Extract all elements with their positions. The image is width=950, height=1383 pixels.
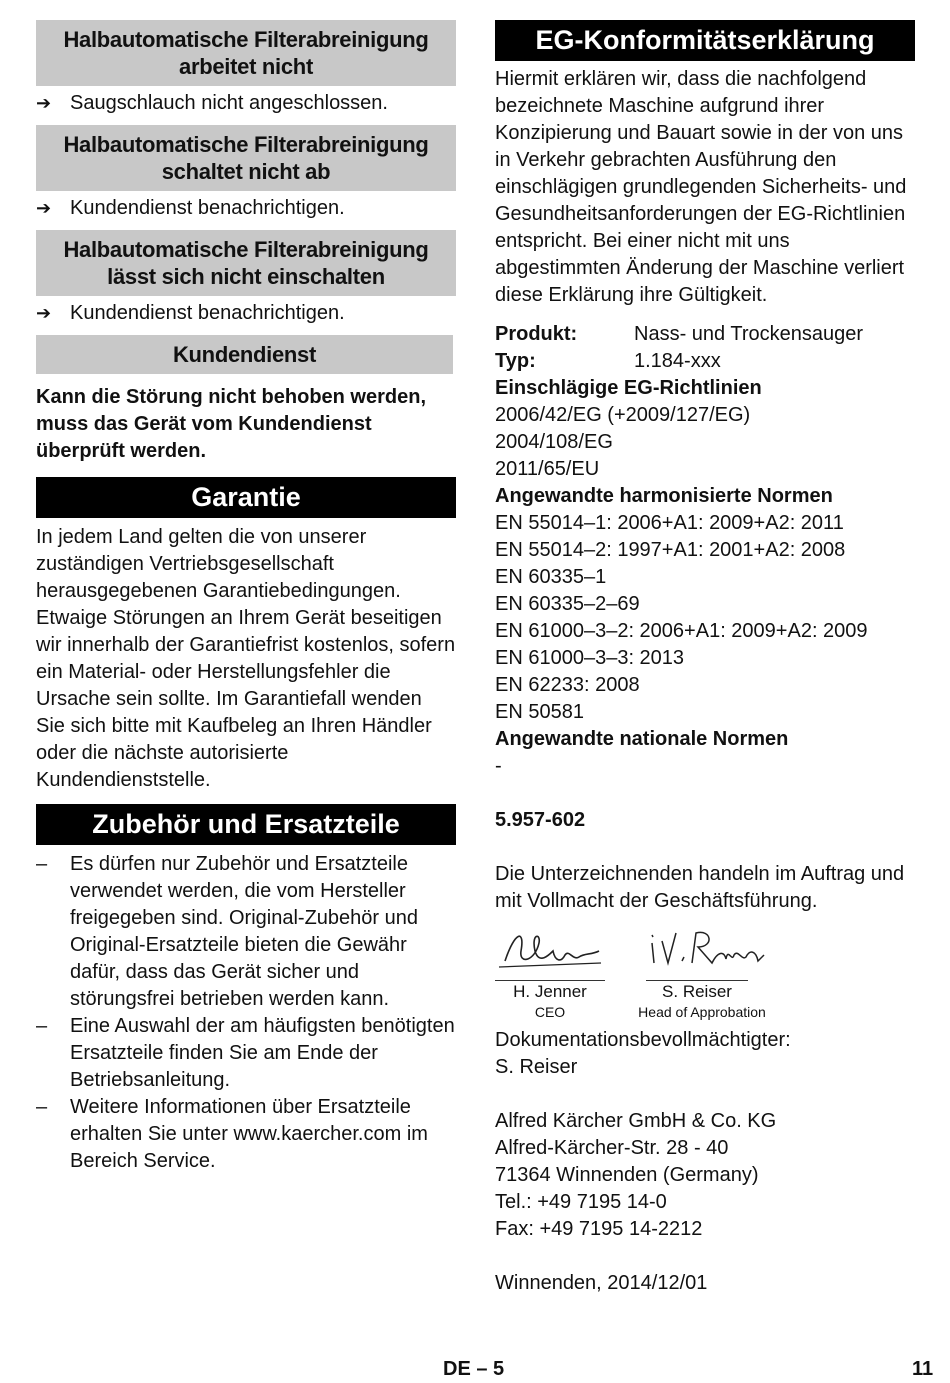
place-date: Winnenden, 2014/12/01 (495, 1272, 708, 1294)
heading-zubehoer: Zubehör und Ersatzteile (36, 804, 456, 845)
address-line: Fax: +49 7195 14-2212 (495, 1218, 703, 1240)
list-item: – Es dürfen nur Zubehör und Ersatzteile verwendet werden, die vom Hersteller freigegeben sind. Original-Zubehör und Original-Ersatzteile bieten die Gewähr dafür, dass das Gerät sicher und störungsfrei betrieben werden kann. (36, 851, 456, 1013)
address-line: Tel.: +49 7195 14-0 (495, 1191, 667, 1213)
signature-jenner-image (495, 921, 605, 975)
step-line (36, 300, 456, 327)
heading-filter-not-on: Halbautomatische Filterabreinigung lässt sich nicht einschalten (36, 230, 456, 296)
signature-reiser-image (632, 921, 772, 975)
dash-bullet: – (36, 853, 48, 875)
heading-kundendienst: Kundendienst (36, 335, 453, 374)
doku-label: Dokumentationsbevollmächtigter: (495, 1029, 791, 1051)
signer-role: Head of Approbation (638, 1004, 766, 1020)
konformitaet-intro: Hiermit erklären wir, dass die nachfolgend bezeichnete Maschine aufgrund ihrer Konzipierung und Bauart sowie in der von uns in Verkehr gebrachten Ausführung den einschlägigen grundlegenden Sicherheits- und Gesundheitsanforderungen der EG-Richtlinien entspricht. Bei einer nicht mit uns abgestimmten Änderung der Maschine verliert diese Erklärung ihre Gültigkeit. (495, 68, 907, 306)
norm-item: EN 55014–1: 2006+A1: 2009+A2: 2011 (495, 512, 844, 534)
heading-filter-not-off: Halbautomatische Filterabreinigung schaltet nicht ab (36, 125, 456, 191)
signer-name: S. Reiser (646, 980, 748, 1002)
arrow-right-icon: ➔ (36, 303, 52, 323)
signers-text: Die Unterzeichnenden handeln im Auftrag und mit Vollmacht der Geschäftsführung. (495, 863, 905, 912)
heading-filter-not-working: Halbautomatische Filterabreinigung arbeitet nicht (36, 20, 456, 86)
right-column (495, 20, 915, 1297)
norm-item: EN 55014–2: 1997+A1: 2001+A2: 2008 (495, 539, 846, 561)
arrow-right-icon: ➔ (36, 198, 52, 218)
heading-konformitaet: EG-Konformitätserklärung (495, 20, 915, 61)
garantie-text: In jedem Land gelten die von unserer zuständigen Vertriebsgesellschaft herausgegebenen Garantiebedingungen. Etwaige Störungen an Ihrem Gerät beseitigen wir innerhalb der Garantiefrist kostenlos, sofern ein Material- oder Herstellungsfehler die Ursache sein sollte. Im Garantiefall wenden Sie sich bitte mit Kaufbeleg an Ihren Händler oder die nächste autorisierte Kundendienststelle. (36, 526, 456, 791)
step-text: Kundendienst benachrichtigen. (70, 197, 345, 219)
signature-reiser (632, 921, 772, 1022)
dash-bullet: – (36, 1096, 48, 1118)
norm-item: EN 60335–2–69 (495, 593, 640, 615)
list-item: – Eine Auswahl der am häufigsten benötigten Ersatzteile finden Sie am Ende der Betriebsanleitung. (36, 1013, 456, 1094)
footer-section: DE – 5 (443, 1358, 505, 1380)
norm-item: EN 60335–1 (495, 566, 607, 588)
richtlinie-item: 2004/108/EG (495, 431, 613, 453)
richtlinie-item: 2011/65/EU (495, 458, 600, 480)
page-number: 11 (912, 1358, 934, 1380)
left-column (36, 20, 456, 1175)
normen-heading: Angewandte harmonisierte Normen (495, 485, 833, 507)
signer-name: H. Jenner (495, 980, 605, 1002)
step-line (36, 195, 456, 222)
address-line: 71364 Winnenden (Germany) (495, 1164, 759, 1186)
doc-number: 5.957-602 (495, 809, 586, 831)
norm-item: EN 61000–3–2: 2006+A1: 2009+A2: 2009 (495, 620, 868, 642)
address-line: Alfred Kärcher GmbH & Co. KG (495, 1110, 777, 1132)
produkt-row: Produkt: Nass- und Trockensauger (495, 323, 864, 345)
doku-name: S. Reiser (495, 1056, 578, 1078)
national-value: - (495, 755, 502, 777)
signer-role: CEO (534, 1004, 566, 1020)
address-line: Alfred-Kärcher-Str. 28 - 40 (495, 1137, 729, 1159)
signature-jenner (495, 921, 605, 1022)
list-item: – Weitere Informationen über Ersatzteile erhalten Sie unter www.kaercher.com im Bereich Service. (36, 1094, 456, 1175)
norm-item: EN 62233: 2008 (495, 674, 640, 696)
step-text: Kundendienst benachrichtigen. (70, 302, 345, 324)
dash-bullet: – (36, 1015, 48, 1037)
arrow-right-icon: ➔ (36, 93, 52, 113)
norm-item: EN 61000–3–3: 2013 (495, 647, 685, 669)
signatures (495, 921, 915, 1020)
typ-row: Typ: 1.184-xxx (495, 350, 721, 372)
norm-item: EN 50581 (495, 701, 584, 723)
national-heading: Angewandte nationale Normen (495, 728, 789, 750)
heading-garantie: Garantie (36, 477, 456, 518)
step-text: Saugschlauch nicht angeschlossen. (70, 92, 388, 114)
zubehoer-list (36, 851, 456, 1175)
richtlinie-item: 2006/42/EG (+2009/127/EG) (495, 404, 751, 426)
step-line (36, 90, 456, 117)
kundendienst-text: Kann die Störung nicht behoben werden, muss das Gerät vom Kundendienst überprüft werden. (36, 386, 427, 462)
richtlinien-heading: Einschlägige EG-Richtlinien (495, 377, 762, 399)
